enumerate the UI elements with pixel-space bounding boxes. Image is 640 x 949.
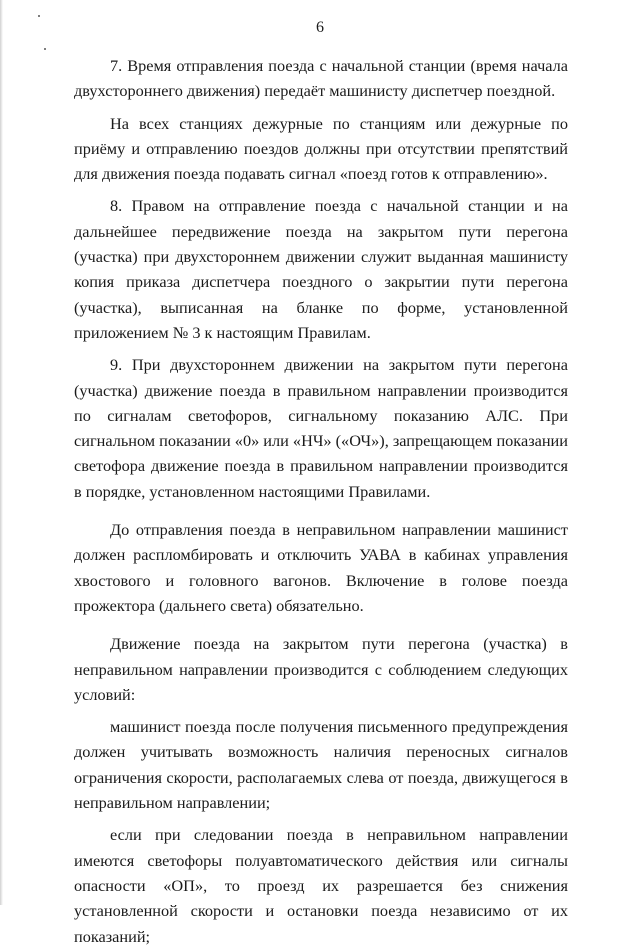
paragraph-signal-ready: На всех станциях дежурные по станциям или дежурные по приёму и отправлению поездов должны при отсутствии препятствий для движения поезда подавать сигнал «поезд готов к отправлению». xyxy=(74,113,568,184)
paragraph-8: 8. Правом на отправление поезда с начальной станции и на дальнейшее передвижение поезда на закрытом пути перегона (участка) при двухстороннем движении служит выданная машинисту копия приказа диспетчера поездного о закрытии пути перегона (участка), выписанная на бланке по форме, установленной приложением № 3 к настоящим Правилам. xyxy=(74,196,568,342)
scan-speck xyxy=(44,48,46,50)
document-body xyxy=(74,53,568,949)
page-number: 6 xyxy=(316,19,324,36)
paragraph-condition-signals: если при следовании поезда в неправильном направлении имеются светофоры полуавтоматического действия или сигналы опасности «ОП», то проезд их разрешается без снижения установленной скорости и остановки поезда независимо от их показаний; xyxy=(74,825,568,946)
scan-edge-shadow xyxy=(0,0,3,905)
paragraph-wrong-direction-prep: До отправления поезда в неправильном направлении машинист должен распломбировать и отключить УАВА в кабинах управления хвостового и головного вагонов. Включение в голове поезда прожектора (дальнего света) обязательно. xyxy=(74,520,568,615)
paragraph-9: 9. При двухстороннем движении на закрытом пути перегона (участка) движение поезда в правильном направлении производится по сигналам светофоров, сигнальному показанию АЛС. При сигнальном показании «0» или «НЧ» («ОЧ»), запрещающем показании светофора движение поезда в правильном направлении производится в порядке, установленном настоящими Правилами. xyxy=(74,355,568,501)
paragraph-7: 7. Время отправления поезда с начальной станции (время начала двухстороннего движения) передаёт машинисту диспетчер поездной. xyxy=(74,56,568,101)
paragraph-conditions-intro: Движение поезда на закрытом пути перегона (участка) в неправильном направлении производится с соблюдением следующих условий: xyxy=(74,634,568,704)
paragraph-condition-warning: машинист поезда после получения письменного предупреждения должен учитывать возможность наличия переносных сигналов ограничения скорости, располагаемых слева от поезда, движущегося в неправильном направлении; xyxy=(74,717,568,813)
scan-speck xyxy=(38,15,40,17)
